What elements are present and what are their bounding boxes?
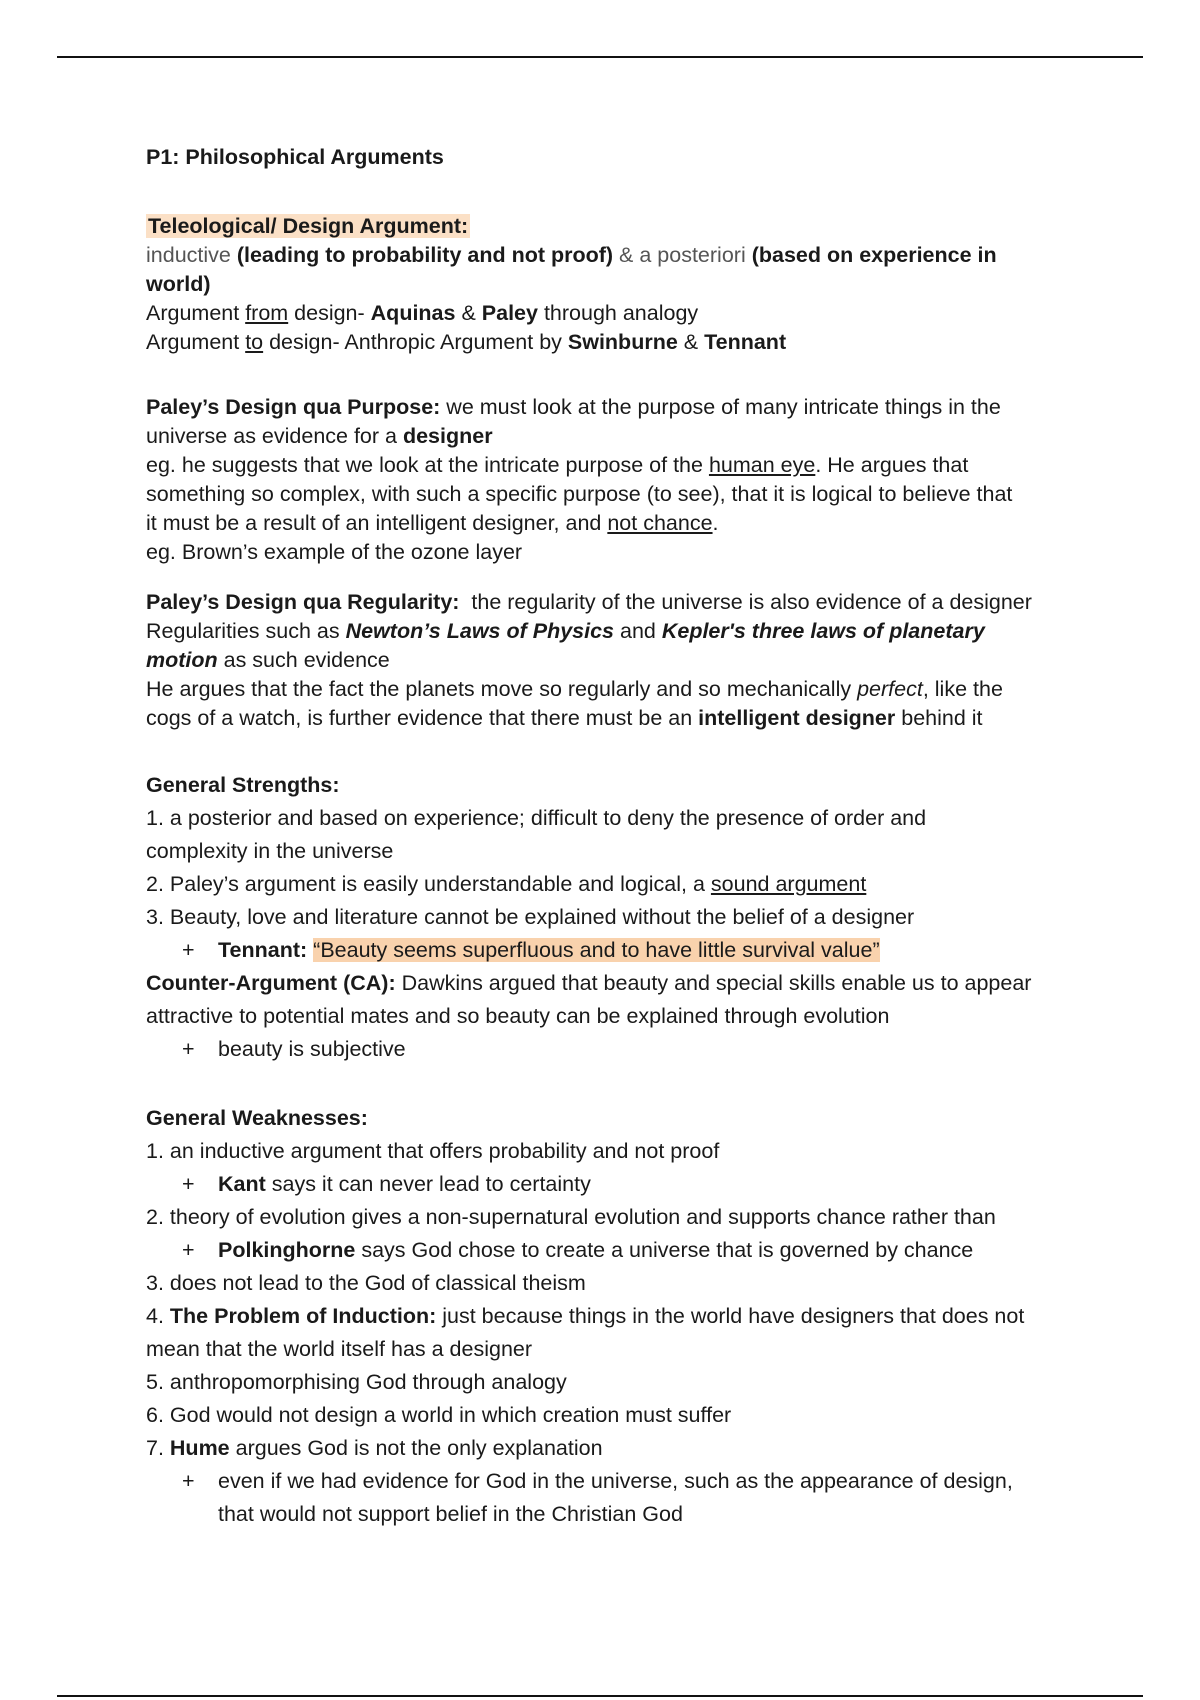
weakness-item-4b: mean that the world itself has a designer <box>146 1337 533 1361</box>
weakness-sub-hume-1: + even if we had evidence for God in the universe, such as the appearance of design, <box>146 1465 1066 1498</box>
page-title: P1: Philosophical Arguments <box>146 145 444 169</box>
purpose-line-3: eg. he suggests that we look at the intricate purpose of the human eye. He argues that <box>146 453 969 477</box>
weaknesses-heading: General Weaknesses: <box>146 1106 368 1130</box>
counter-argument-line-2: attractive to potential mates and so beauty can be explained through evolution <box>146 1004 890 1028</box>
bullet-icon: + <box>182 1172 195 1196</box>
weakness-sub-hume-2: that would not support belief in the Christian God <box>218 1502 683 1526</box>
purpose-line-6: eg. Brown’s example of the ozone layer <box>146 540 523 564</box>
weakness-item-5: 5. anthropomorphising God through analogy <box>146 1370 567 1394</box>
regularity-line-3: motion as such evidence <box>146 648 390 672</box>
regularity-line-5: cogs of a watch, is further evidence that there must be an intelligent designer behind it <box>146 706 983 730</box>
strength-item-3: 3. Beauty, love and literature cannot be explained without the belief of a designer <box>146 905 915 929</box>
teleological-heading: Teleological/ Design Argument: <box>148 214 469 238</box>
teleo-line-2: world) <box>146 272 211 296</box>
purpose-line-5: it must be a result of an intelligent designer, and not chance. <box>146 511 719 535</box>
strengths-heading: General Strengths: <box>146 773 340 797</box>
purpose-line-2: universe as evidence for a designer <box>146 424 493 448</box>
teleo-line-4: Argument to design- Anthropic Argument by Swinburne & Tennant <box>146 330 787 354</box>
regularity-line-2: Regularities such as Newton’s Laws of Physics and Kepler's three laws of planetary <box>146 619 985 643</box>
bullet-icon: + <box>182 1238 195 1262</box>
weakness-sub-kant: + Kant says it can never lead to certainty <box>146 1168 1066 1201</box>
bullet-icon: + <box>182 1469 195 1493</box>
weaknesses-list <box>146 1102 1066 1531</box>
top-rule <box>57 56 1143 58</box>
regularity-line-1: Paley’s Design qua Regularity: the regularity of the universe is also evidence of a designer <box>146 590 1032 614</box>
document-body <box>146 143 1066 1531</box>
weakness-item-6: 6. God would not design a world in which creation must suffer <box>146 1403 732 1427</box>
weakness-sub-polkinghorne: + Polkinghorne says God chose to create a universe that is governed by chance <box>146 1234 1066 1267</box>
teleo-line-1: inductive (leading to probability and not proof) & a posteriori (based on experience in <box>146 243 997 267</box>
purpose-line-4: something so complex, with such a specific purpose (to see), that it is logical to believe that <box>146 482 1013 506</box>
weakness-item-1: 1. an inductive argument that offers probability and not proof <box>146 1139 720 1163</box>
counter-argument-line-1: Counter-Argument (CA): Dawkins argued that beauty and special skills enable us to appear <box>146 971 1032 995</box>
regularity-line-4: He argues that the fact the planets move so regularly and so mechanically perfect, like the <box>146 677 1003 701</box>
bottom-rule <box>57 1695 1143 1697</box>
strength-item-1b: complexity in the universe <box>146 839 394 863</box>
strength-sub-subjective: + beauty is subjective <box>146 1033 1066 1066</box>
weakness-item-3: 3. does not lead to the God of classical theism <box>146 1271 586 1295</box>
weakness-item-7: 7. Hume argues God is not the only explanation <box>146 1436 603 1460</box>
strength-item-2: 2. Paley’s argument is easily understandable and logical, a sound argument <box>146 872 867 896</box>
strength-sub-tennant: + Tennant: “Beauty seems superfluous and to have little survival value” <box>146 934 1066 967</box>
teleo-line-3: Argument from design- Aquinas & Paley through analogy <box>146 301 699 325</box>
weakness-item-2: 2. theory of evolution gives a non-supernatural evolution and supports chance rather than <box>146 1205 996 1229</box>
bullet-icon: + <box>182 1037 195 1061</box>
strengths-list <box>146 769 1066 1066</box>
strength-item-1a: 1. a posterior and based on experience; difficult to deny the presence of order and <box>146 806 927 830</box>
bullet-icon: + <box>182 938 195 962</box>
weakness-item-4a: 4. The Problem of Induction: just because things in the world have designers that does not <box>146 1304 1025 1328</box>
purpose-line-1: Paley’s Design qua Purpose: we must look at the purpose of many intricate things in the <box>146 395 1001 419</box>
